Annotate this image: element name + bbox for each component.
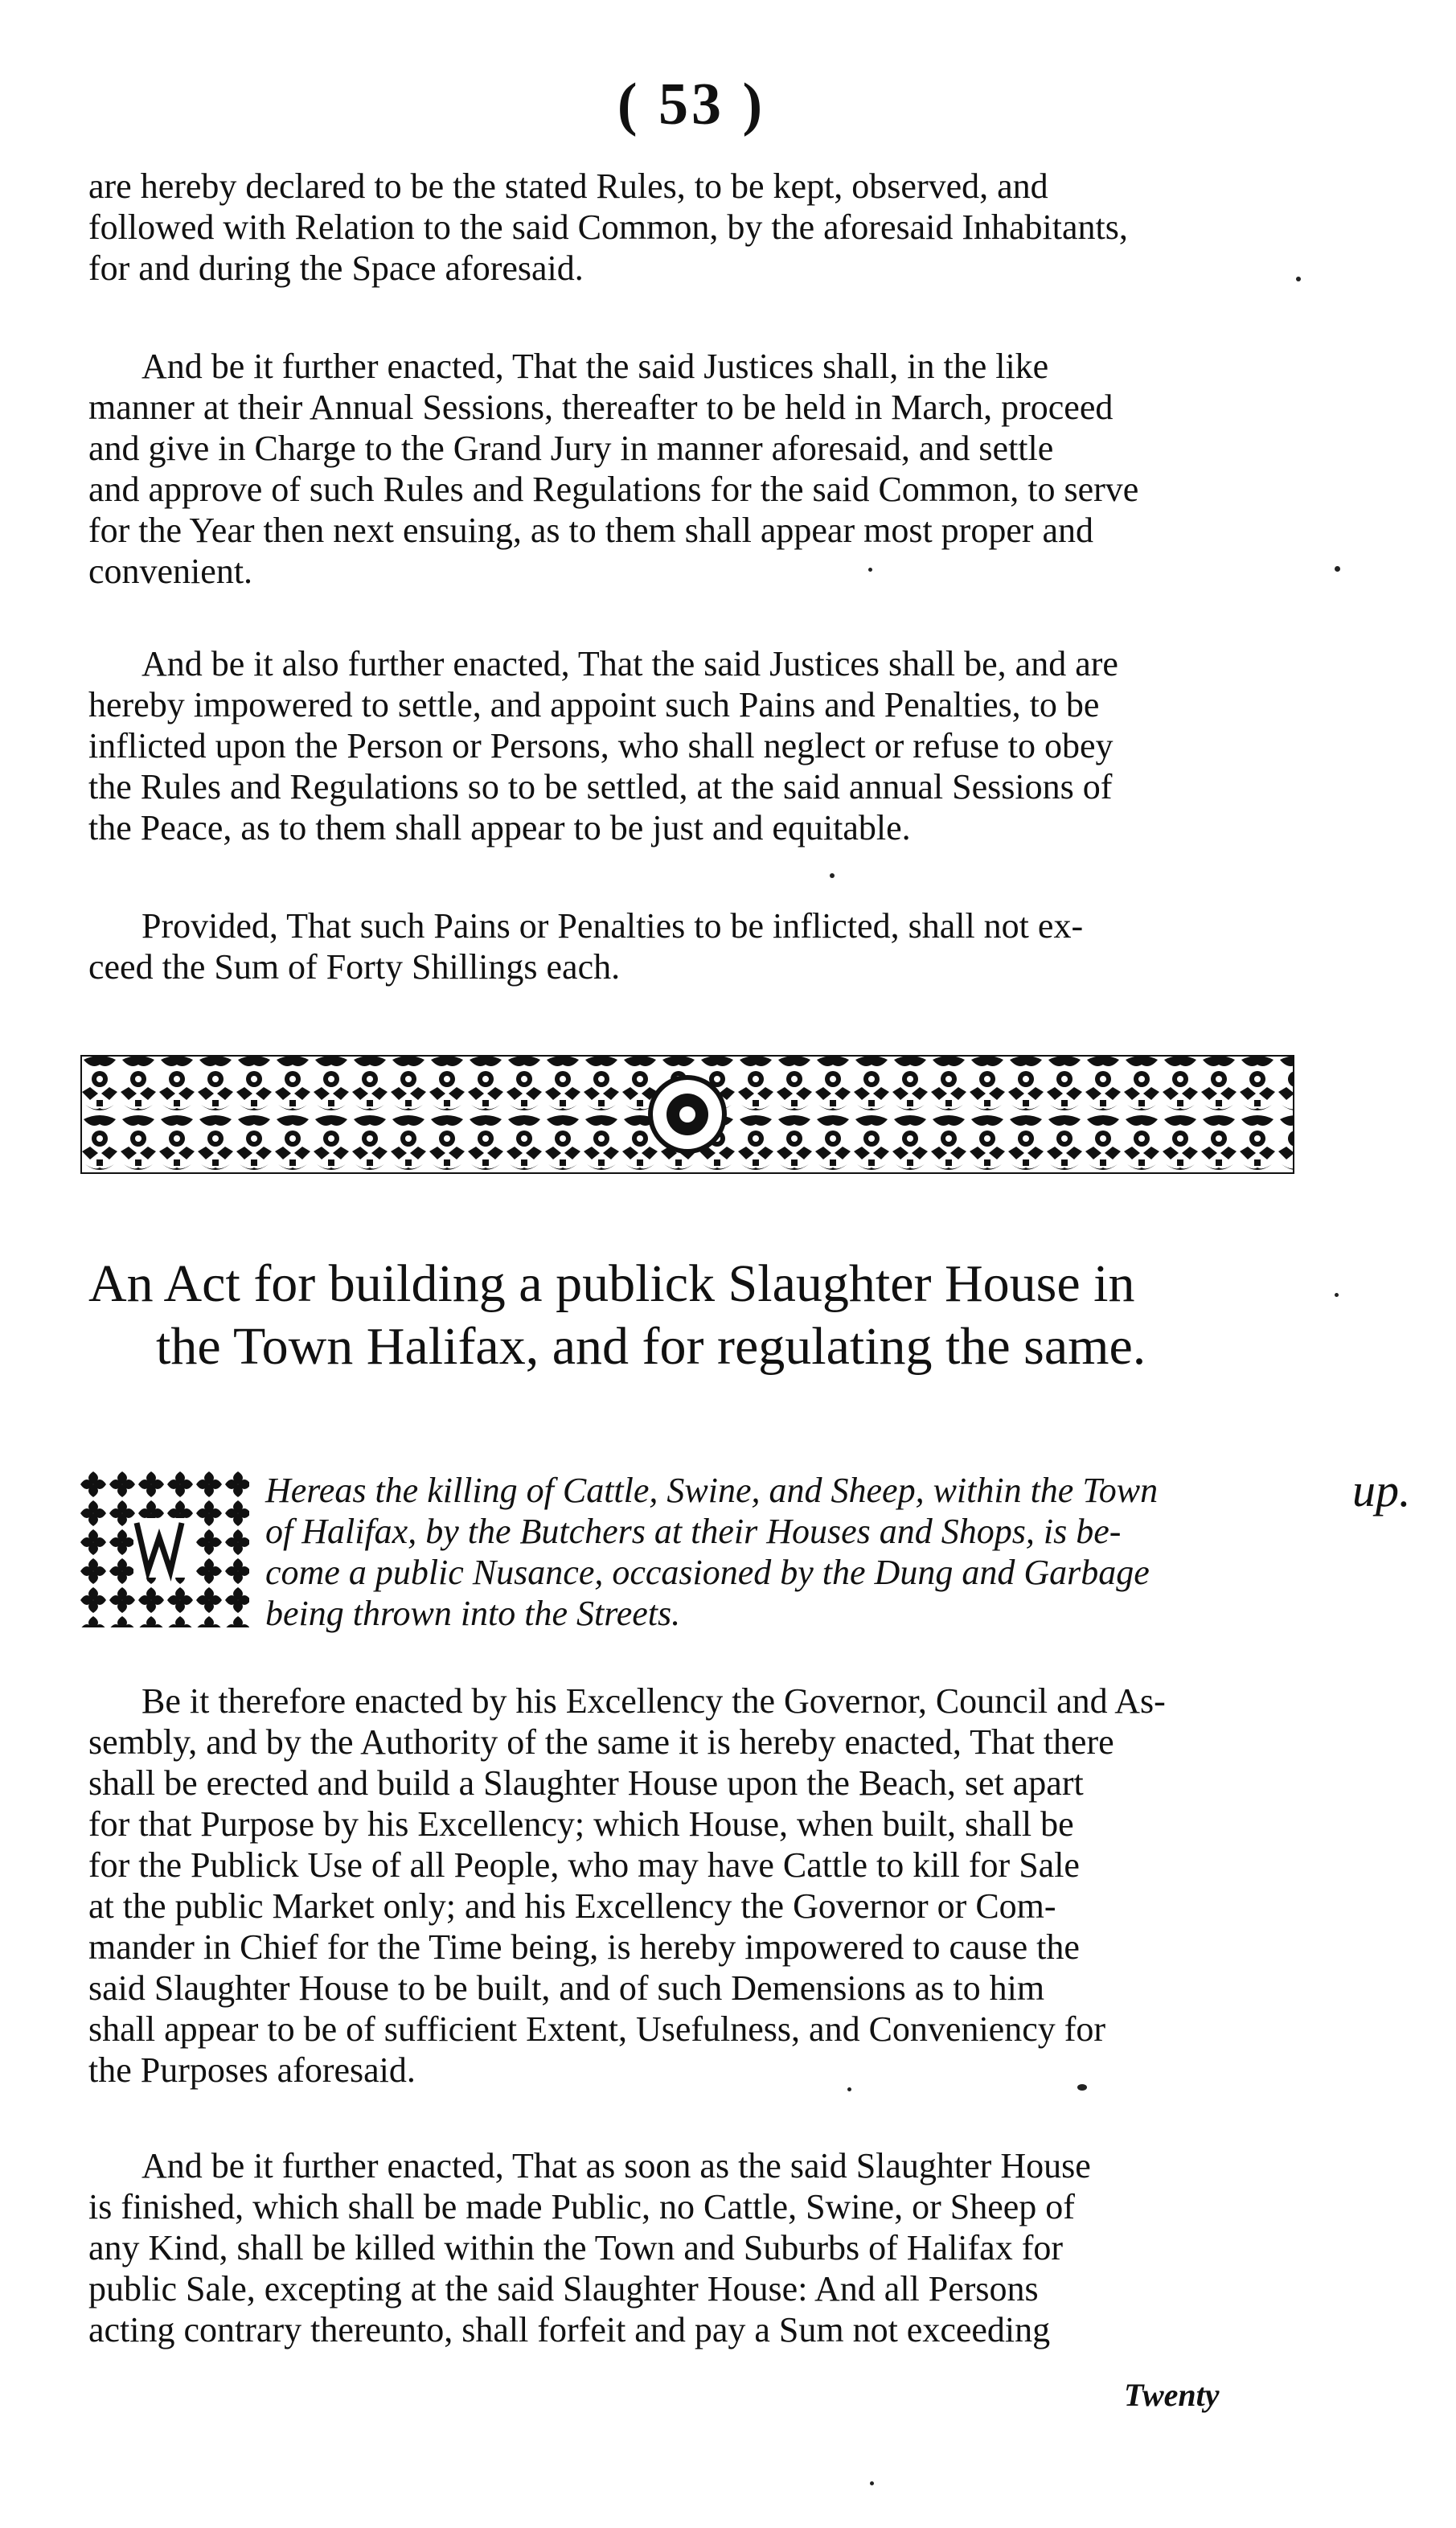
text-line: inflicted upon the Person or Persons, who shall neglect or refuse to obey xyxy=(88,726,1114,765)
text-line: for and during the Space aforesaid. xyxy=(88,248,584,288)
text-line: for the Year then next ensuing, as to them shall appear most proper and xyxy=(88,511,1094,550)
text-line: manner at their Annual Sessions, thereafter to be held in March, proceed xyxy=(88,388,1114,427)
scan-speck xyxy=(1335,566,1340,572)
text-line: and give in Charge to the Grand Jury in manner aforesaid, and settle xyxy=(88,429,1054,468)
ornamental-headpiece xyxy=(80,1055,1294,1174)
text-line: sembly, and by the Authority of the same it is hereby enacted, That there xyxy=(88,1722,1114,1762)
text-line: And be it also further enacted, That the said Justices shall be, and are xyxy=(141,644,1118,683)
decorated-initial-w-icon xyxy=(79,1470,249,1627)
text-line: And be it further enacted, That as soon as the said Slaughter House xyxy=(141,2146,1091,2185)
text-line: public Sale, excepting at the said Slaughter House: And all Persons xyxy=(88,2269,1039,2308)
text-line: Provided, That such Pains or Penalties to be inflicted, shall not ex- xyxy=(141,906,1084,946)
margin-note: up. xyxy=(1352,1464,1411,1516)
paragraph-pains-penalties xyxy=(88,643,1294,848)
paragraph-further-enacted xyxy=(88,2145,1294,2350)
scan-speck xyxy=(830,873,835,878)
text-line: shall appear to be of sufficient Extent, Usefulness, and Conveniency for xyxy=(88,2009,1106,2049)
text-line: Be it therefore enacted by his Excellency the Governor, Council and As- xyxy=(141,1681,1166,1721)
paragraph-preamble xyxy=(265,1470,1288,1634)
scan-speck xyxy=(1335,1293,1339,1297)
text-line: at the public Market only; and his Excellency the Governor or Com- xyxy=(88,1886,1056,1926)
text-line: for the Publick Use of all People, who may have Cattle to kill for Sale xyxy=(88,1845,1080,1885)
text-line: the Rules and Regulations so to be settled, at the said annual Sessions of xyxy=(88,767,1113,806)
text-line: ceed the Sum of Forty Shillings each. xyxy=(88,947,621,987)
text-line: acting contrary thereunto, shall forfeit and pay a Sum not exceeding xyxy=(88,2310,1051,2349)
scan-speck xyxy=(1077,2084,1087,2091)
text-line: for that Purpose by his Excellency; which House, when built, shall be xyxy=(88,1804,1074,1844)
text-line: the Peace, as to them shall appear to be just and equitable. xyxy=(88,808,911,847)
scan-speck xyxy=(1296,277,1301,281)
scan-speck xyxy=(847,2087,851,2091)
scan-speck xyxy=(868,568,872,572)
text-line: shall be erected and build a Slaughter House upon the Beach, set apart xyxy=(88,1763,1084,1803)
text-line: convenient. xyxy=(88,552,253,591)
text-line: is finished, which shall be made Public, no Cattle, Swine, or Sheep of xyxy=(88,2187,1075,2226)
text-line: come a public Nusance, occasioned by the Dung and Garbage xyxy=(265,1553,1150,1592)
paragraph-continued-rules xyxy=(88,166,1294,289)
text-line: and approve of such Rules and Regulations for the said Common, to serve xyxy=(88,470,1139,509)
paragraph-enacting-clause xyxy=(88,1681,1294,2091)
text-line: said Slaughter House to be built, and of such Demensions as to him xyxy=(88,1968,1045,2008)
paragraph-proviso xyxy=(88,905,1294,987)
text-line: mander in Chief for the Time being, is hereby impowered to cause the xyxy=(88,1927,1080,1967)
text-line: are hereby declared to be the stated Rules, to be kept, observed, and xyxy=(88,166,1048,206)
text-line: the Purposes aforesaid. xyxy=(88,2050,416,2090)
page-number: ( 53 ) xyxy=(617,72,766,137)
text-line: hereby impowered to settle, and appoint such Pains and Penalties, to be xyxy=(88,685,1100,724)
text-line: followed with Relation to the said Common, by the aforesaid Inhabitants, xyxy=(88,207,1128,247)
text-line: Hereas the killing of Cattle, Swine, and Sheep, within the Town xyxy=(265,1471,1159,1510)
act-title-line-1: An Act for building a publick Slaughter House in xyxy=(88,1254,1135,1313)
paragraph-annual-sessions xyxy=(88,346,1294,592)
text-line: And be it further enacted, That the said Justices shall, in the like xyxy=(141,347,1049,386)
act-title-line-2: the Town Halifax, and for regulating the same. xyxy=(156,1317,1146,1376)
text-line: of Halifax, by the Butchers at their Houses and Shops, is be- xyxy=(265,1512,1122,1551)
catchword: Twenty xyxy=(1124,2377,1220,2413)
text-line: being thrown into the Streets. xyxy=(265,1594,681,1633)
text-line: any Kind, shall be killed within the Town and Suburbs of Halifax for xyxy=(88,2228,1064,2267)
scan-speck xyxy=(870,2481,874,2485)
